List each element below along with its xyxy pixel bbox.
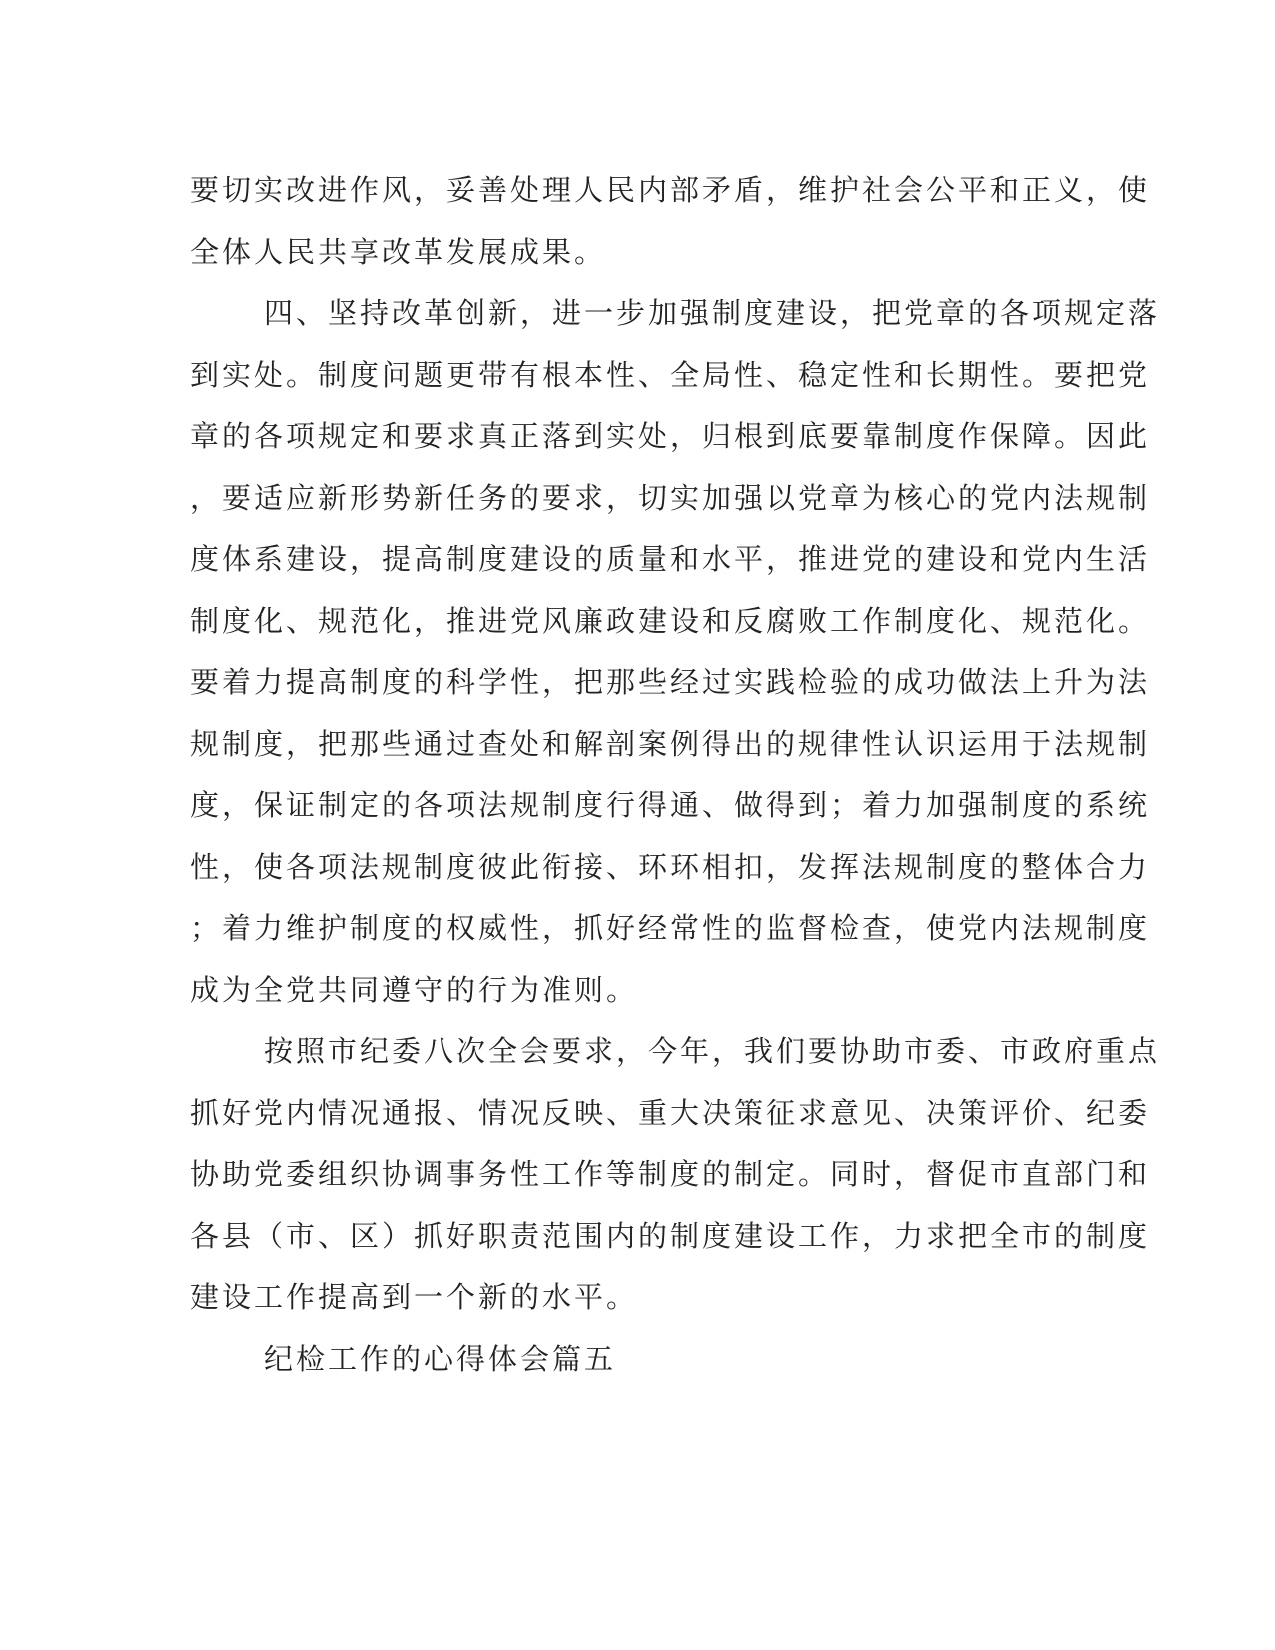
- text-line: 性，使各项法规制度彼此衔接、环环相扣，发挥法规制度的整体合力: [190, 849, 1151, 884]
- text-line: 按照市纪委八次全会要求，今年，我们要协助市委、市政府重点: [264, 1034, 1161, 1068]
- text-line: 各县（市、区）抓好职责范围内的制度建设工作，力求把全市的制度: [190, 1218, 1151, 1253]
- text-line: 成为全党共同遵守的行为准则。: [190, 972, 639, 1007]
- text-line: 要着力提高制度的科学性，把那些经过实践检验的成功做法上升为法: [190, 665, 1151, 699]
- text-line: 到实处。制度问题更带有根本性、全局性、稳定性和长期性。要把党: [190, 357, 1151, 392]
- text-line: 全体人民共享改革发展成果。: [190, 234, 607, 269]
- section-heading: 纪检工作的心得体会篇五: [264, 1341, 617, 1376]
- text-line: 度体系建设，提高制度建设的质量和水平，推进党的建设和党内生活: [190, 542, 1151, 576]
- document-body: [190, 160, 1161, 1390]
- text-line: ，要适应新形势新任务的要求，切实加强以党章为核心的党内法规制: [190, 480, 1151, 515]
- text-line: 四、坚持改革创新，进一步加强制度建设，把党章的各项规定落: [264, 296, 1161, 330]
- text-line: 抓好党内情况通报、情况反映、重大决策征求意见、决策评价、纪委: [190, 1095, 1151, 1130]
- text-line: 章的各项规定和要求真正落到实处，归根到底要靠制度作保障。因此: [190, 419, 1151, 453]
- text-line: 制度化、规范化，推进党风廉政建设和反腐败工作制度化、规范化。: [190, 603, 1151, 638]
- text-line: 建设工作提高到一个新的水平。: [190, 1280, 639, 1314]
- text-line: 协助党委组织协调事务性工作等制度的制定。同时，督促市直部门和: [190, 1157, 1151, 1191]
- text-line: 度，保证制定的各项法规制度行得通、做得到；着力加强制度的系统: [190, 788, 1151, 822]
- text-line: 规制度，把那些通过查处和解剖案例得出的规律性认识运用于法规制: [190, 726, 1151, 761]
- text-line: ；着力维护制度的权威性，抓好经常性的监督检查，使党内法规制度: [190, 911, 1151, 945]
- text-line: 要切实改进作风，妥善处理人民内部矛盾，维护社会公平和正义，使: [190, 173, 1151, 207]
